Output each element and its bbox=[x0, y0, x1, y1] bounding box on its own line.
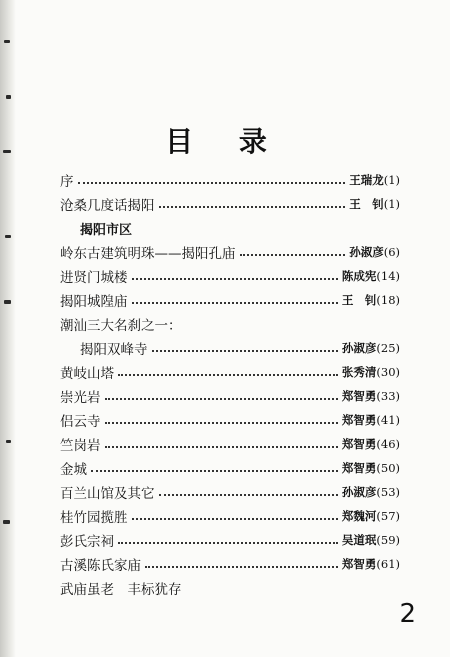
toc-entry-author: 吴道珉 bbox=[341, 533, 377, 547]
toc-entry-author: 郑智勇 bbox=[341, 437, 377, 451]
toc-row bbox=[60, 432, 400, 456]
toc-entry-title: 沧桑几度话揭阳 bbox=[60, 198, 155, 214]
toc-row bbox=[60, 408, 400, 432]
toc-entry-author: 张秀清 bbox=[341, 365, 377, 379]
page-number: 2 bbox=[399, 599, 416, 629]
toc-entry-author: 孙淑彦 bbox=[349, 245, 384, 259]
toc-entry-title: 百兰山馆及其它 bbox=[60, 486, 155, 502]
toc-entry-title: 侣云寺 bbox=[60, 414, 101, 430]
toc-entry-title: 序 bbox=[60, 174, 74, 190]
dot-leader bbox=[118, 542, 338, 544]
toc-entry-author: 王瑞龙 bbox=[349, 173, 384, 187]
toc-entry-title: 桂竹园揽胜 bbox=[60, 510, 128, 526]
dot-leader bbox=[152, 350, 338, 352]
toc-entry-title: 黄岐山塔 bbox=[60, 366, 114, 382]
dot-leader bbox=[105, 398, 338, 400]
toc-entry-title: 竺岗岩 bbox=[60, 438, 101, 454]
toc-entry-page: (53) bbox=[376, 485, 400, 499]
toc-entry-page: (1) bbox=[383, 197, 400, 211]
toc-entry-title: 进贤门城楼 bbox=[60, 270, 128, 286]
dot-leader bbox=[105, 446, 338, 448]
dot-leader bbox=[240, 254, 346, 256]
toc-entry-page: (30) bbox=[376, 365, 400, 379]
toc-entry-page: (57) bbox=[376, 509, 400, 523]
toc-entry-author: 郑智勇 bbox=[341, 557, 377, 571]
toc-row bbox=[60, 312, 400, 336]
dot-leader bbox=[145, 566, 338, 568]
toc-entry-title: 彭氏宗祠 bbox=[60, 534, 114, 550]
toc-entry-author: 郑智勇 bbox=[341, 389, 377, 403]
toc-entry-author: 郑智勇 bbox=[341, 461, 377, 475]
toc-entry-title: 揭阳双峰寺 bbox=[80, 342, 148, 358]
dot-leader bbox=[132, 302, 338, 304]
toc-row bbox=[60, 528, 400, 552]
toc-entry-author: 郑魏河 bbox=[341, 509, 377, 523]
toc-entry-author: 陈成宪 bbox=[341, 269, 377, 283]
toc-entry-page: (1) bbox=[383, 173, 400, 187]
dot-leader bbox=[105, 422, 338, 424]
toc-entry-page: (33) bbox=[376, 389, 400, 403]
toc-entry-page: (50) bbox=[376, 461, 400, 475]
toc-row bbox=[60, 288, 400, 312]
toc-entry-title: 崇光岩 bbox=[60, 390, 101, 406]
toc-entry-page: (46) bbox=[376, 437, 400, 451]
toc-row bbox=[60, 168, 400, 192]
toc-row bbox=[60, 240, 400, 264]
toc-entry-title: 潮汕三大名刹之一： bbox=[60, 318, 182, 334]
toc-row bbox=[60, 480, 400, 504]
dot-leader bbox=[132, 518, 338, 520]
dot-leader bbox=[159, 494, 338, 496]
toc-entry-title: 揭阳市区 bbox=[80, 222, 133, 238]
dot-leader bbox=[91, 470, 338, 472]
dot-leader bbox=[132, 278, 338, 280]
toc-entry-title: 岭东古建筑明珠——揭阳孔庙 bbox=[60, 246, 236, 262]
toc-entry-author: 王 钊 bbox=[349, 197, 384, 211]
toc-entry-author: 孙淑彦 bbox=[341, 341, 377, 355]
dot-leader bbox=[159, 206, 346, 208]
table-of-contents bbox=[60, 168, 400, 600]
toc-entry-author: 郑智勇 bbox=[341, 413, 377, 427]
toc-entry-page: (18) bbox=[376, 293, 400, 307]
toc-row bbox=[60, 576, 400, 600]
toc-entry-page: (61) bbox=[376, 557, 400, 571]
toc-entry-title: 武庙虽老 丰标犹存 bbox=[60, 582, 182, 598]
toc-entry-author: 王 钊 bbox=[341, 293, 377, 307]
dot-leader bbox=[118, 374, 338, 376]
toc-entry-title: 金城 bbox=[60, 462, 87, 478]
toc-row bbox=[60, 456, 400, 480]
toc-row bbox=[60, 504, 400, 528]
toc-row bbox=[60, 216, 400, 240]
toc-entry-page: (6) bbox=[383, 245, 400, 259]
toc-entry-page: (25) bbox=[376, 341, 400, 355]
page-title: 目 录 bbox=[165, 125, 285, 158]
toc-row bbox=[60, 552, 400, 576]
toc-row bbox=[60, 384, 400, 408]
toc-entry-title: 古溪陈氏家庙 bbox=[60, 558, 141, 574]
toc-entry-page: (59) bbox=[376, 533, 400, 547]
toc-entry-title: 揭阳城隍庙 bbox=[60, 294, 128, 310]
toc-entry-page: (41) bbox=[376, 413, 400, 427]
toc-row bbox=[60, 264, 400, 288]
dot-leader bbox=[78, 182, 346, 184]
toc-row bbox=[60, 336, 400, 360]
toc-row bbox=[60, 360, 400, 384]
toc-entry-author: 孙淑彦 bbox=[341, 485, 377, 499]
page-left-edge-shadow bbox=[0, 0, 16, 657]
toc-row bbox=[60, 192, 400, 216]
toc-entry-page: (14) bbox=[376, 269, 400, 283]
